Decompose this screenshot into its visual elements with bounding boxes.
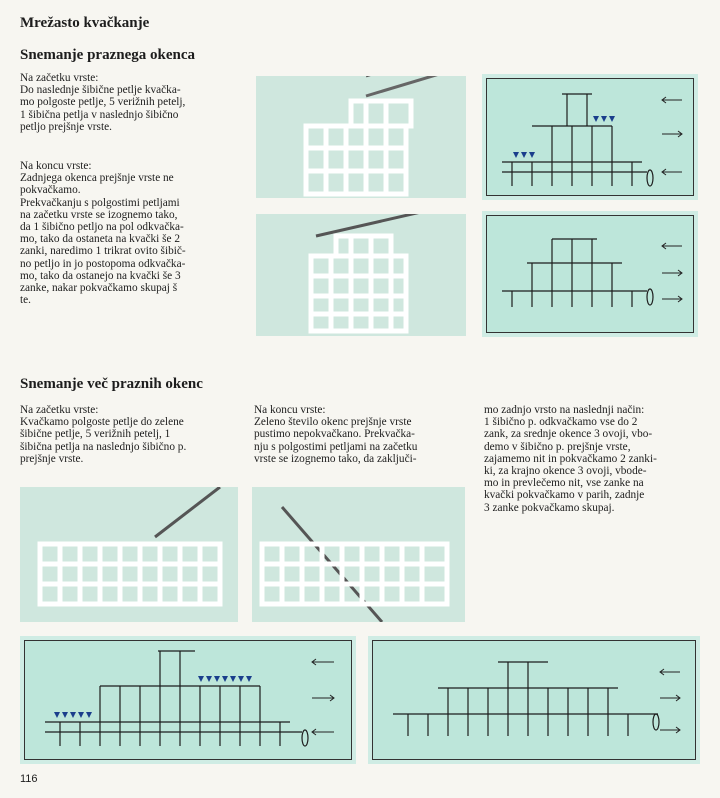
photo-1 [256,76,466,198]
photo-3-illustration [20,487,238,622]
section2-column-3: mo zadnjo vrsto na naslednji način: 1 šibično p. odkvačkamo vse do 2 zank, za srednje okence 3 ovoji, vbo- demo v šibično p. prejšnje vrste, zajamemo nit in pokvačkamo 2 zanki- ki, za krajno okence 3 ovoji, vbode- mo in prevlečemo nit, vse zanke na kvački pokvačkamo v parih, zadnje 3 zanke pokvačkamo skupaj. [484,404,657,514]
page-title: Mrežasto kvačkanje [20,15,150,31]
section2-title: Snemanje več praznih okenc [20,376,203,392]
arrow-left-icon [660,669,680,675]
triangle-marker-icon [513,116,615,158]
photo-4-illustration [252,487,465,622]
chart-diagram-1 [482,74,698,200]
section1-text-end: Na koncu vrste: Zadnjega okenca prejšnje vrste ne pokvačkamo. Prekvačkanju s polgostimi petljami na začetku vrste se izognemo tako, da 1 šibično petljo na pol odkvačka- mo, tako da ostaneta na kvački še 2 zanki, naredimo 1 trikrat ovito šibič- no petljo in jo postopoma odkvačka- mo, tako da ostanejo na kvački še 3 zanke, nakar pokvačkamo skupaj š te. [20,160,186,307]
diagram-4-svg [368,636,700,764]
page-number: 116 [20,773,38,785]
photo-3 [20,487,238,622]
chart-diagram-3 [20,636,356,764]
diagram-1-svg [482,74,698,200]
section1-text-start: Na začetku vrste: Do naslednje šibične petlje kvačka- mo polgoste petlje, 5 verižnih petelj, 1 šibična petlja v naslednjo šibično petljo prejšnje vrste. [20,72,186,133]
section1-title: Snemanje praznega okenca [20,47,195,63]
triangle-marker-icon [54,676,252,718]
arrow-right-icon [312,695,334,701]
section2-column-1: Na začetku vrste: Kvačkamo polgoste petlje do zelene šibične petlje, 5 verižnih petelj, 1 šibična petlja na naslednjo šibično p. prejšnje vrste. [20,404,187,465]
diagram-3-svg [20,636,356,764]
photo-4 [252,487,465,622]
arrow-right-icon [662,270,682,302]
arrow-left-icon [312,659,334,735]
arrow-right-icon [660,695,680,733]
arrow-right-icon [662,131,682,137]
photo-1-illustration [256,76,466,198]
photo-2 [256,214,466,336]
photo-2-illustration [256,214,466,336]
section2-column-2: Na koncu vrste: Zeleno število okenc prejšnje vrste pustimo nepokvačkano. Prekvačka- nju s polgostimi petljami na začetku vrste se izognemo tako, da zaključi- [254,404,418,465]
chart-diagram-2 [482,211,698,337]
chart-diagram-4 [368,636,700,764]
arrow-left-icon [662,243,682,249]
diagram-2-svg [482,211,698,337]
